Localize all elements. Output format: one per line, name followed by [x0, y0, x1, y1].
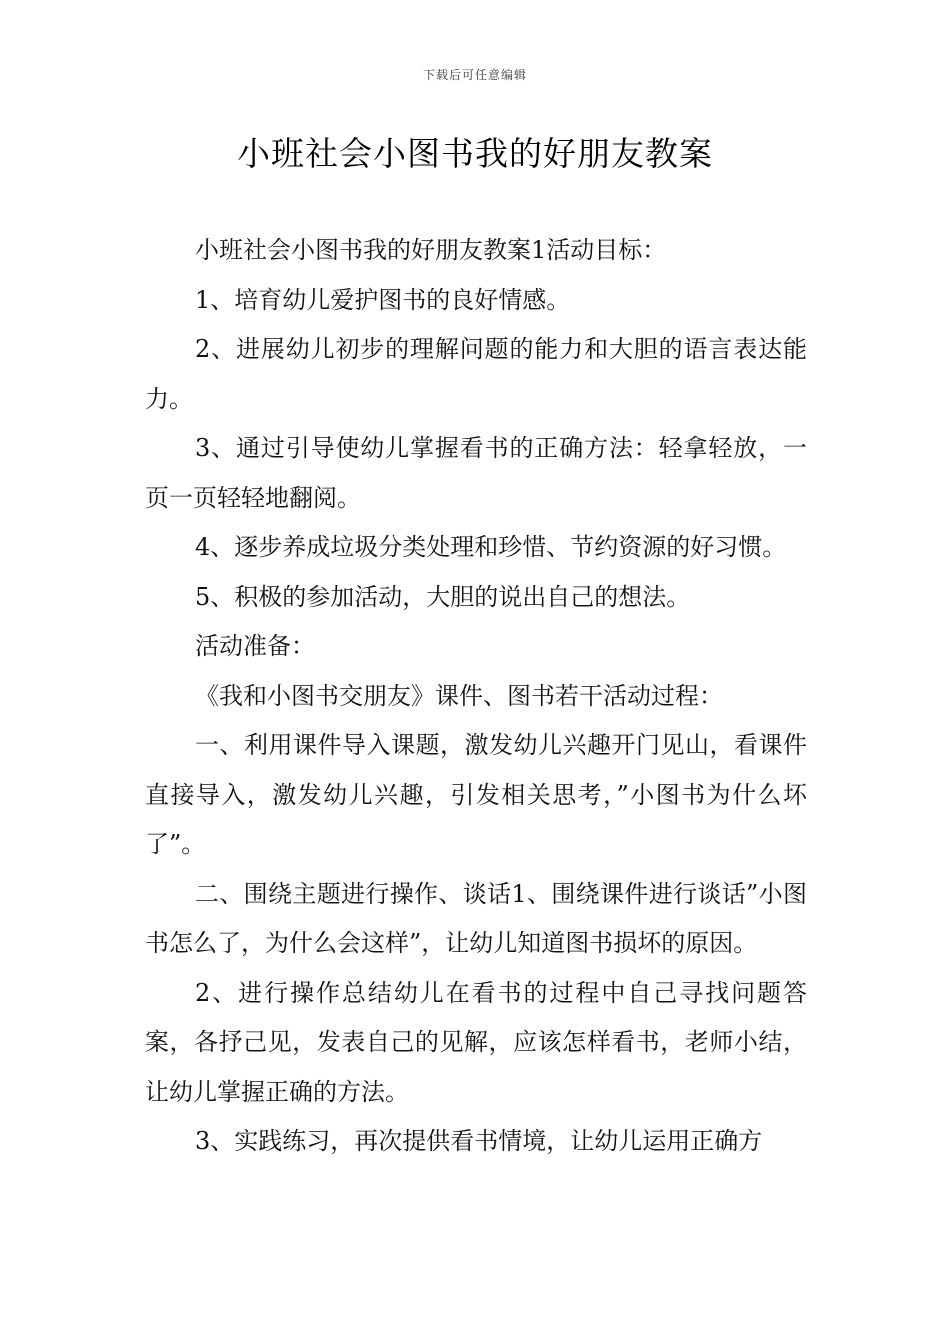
paragraph-step-1: 一、利用课件导入课题，激发幼儿兴趣开门见山，看课件直接导入，激发幼儿兴趣，引发相关思考，”小图书为什么坏了”。 [145, 731, 807, 858]
paragraph-goal-3: 3、通过引导使幼儿掌握看书的正确方法：轻拿轻放，一页一页轻轻地翻阅。 [145, 434, 807, 512]
document-title: 小班社会小图书我的好朋友教案 [237, 134, 713, 173]
paragraph-goal-2: 2、进展幼儿初步的理解问题的能力和大胆的语言表达能力。 [145, 335, 807, 413]
paragraph-goal-5: 5、积极的参加活动，大胆的说出自己的想法。 [195, 582, 691, 611]
paragraph-step-2-2: 2、进行操作总结幼儿在看书的过程中自己寻找问题答案，各抒己见，发表自己的见解，应该怎样看书，老师小结，让幼儿掌握正确的方法。 [145, 978, 807, 1106]
paragraph-intro: 小班社会小图书我的好朋友教案1活动目标： [195, 236, 667, 264]
paragraph-goal-4: 4、逐步养成垃圾分类处理和珍惜、节约资源的好习惯。 [195, 533, 787, 561]
paragraph-preparation-heading: 活动准备： [195, 632, 315, 660]
paragraph-step-2: 二、围绕主题进行操作、谈话1、围绕课件进行谈话”小图书怎么了，为什么会这样”，让幼儿知道图书损坏的原因。 [145, 879, 807, 957]
paragraph-preparation: 《我和小图书交朋友》课件、图书若干活动过程： [195, 681, 723, 710]
header-note: 下载后可任意编辑 [422, 68, 527, 82]
paragraph-step-2-3: 3、实践练习，再次提供看书情境，让幼儿运用正确方 [195, 1127, 763, 1155]
paragraph-goal-1: 1、培育幼儿爱护图书的良好情感。 [195, 285, 571, 314]
document-body [145, 226, 807, 1167]
